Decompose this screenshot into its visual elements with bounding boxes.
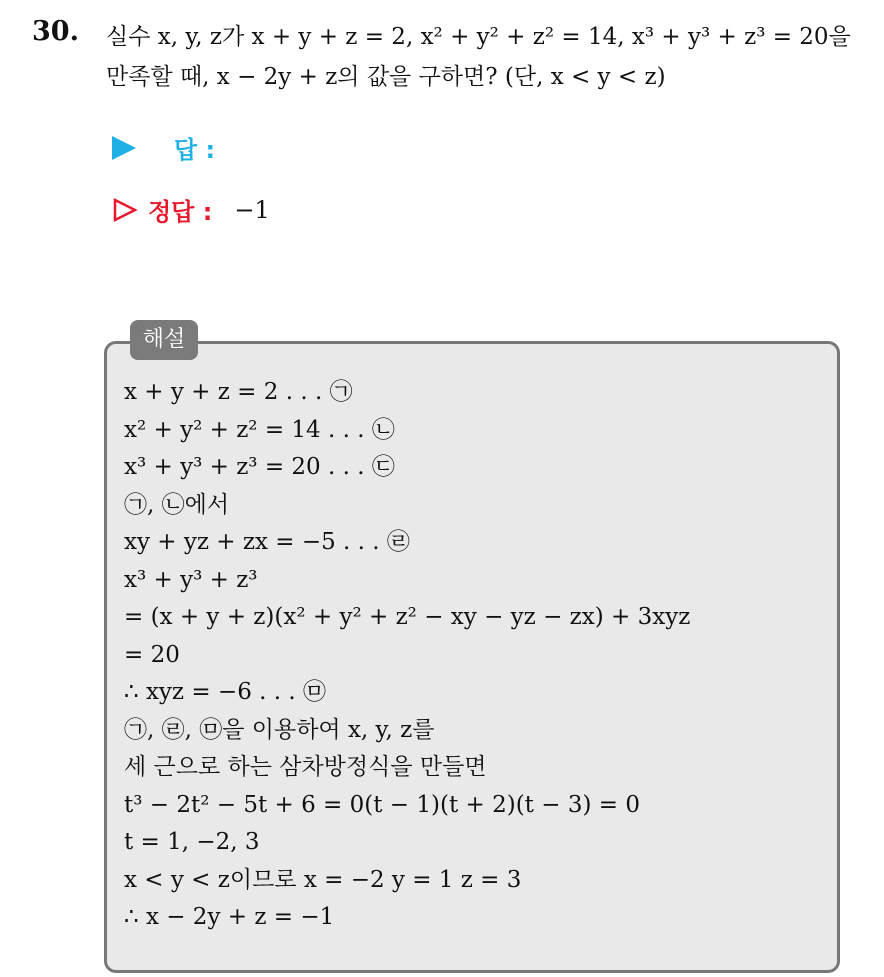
solution-line: t = 1, −2, 3 xyxy=(124,829,260,855)
solution-content xyxy=(124,374,690,937)
solution-line: t³ − 2t² − 5t + 6 = 0(t − 1)(t + 2)(t − 3) = 0 xyxy=(124,791,640,818)
solution-line: ㉠, ㉣, ㉤을 이용하여 x, y, z를 xyxy=(124,716,435,743)
answer-label: 답 : xyxy=(174,136,216,164)
question-text-line-2: 만족할 때, x − 2y + z의 값을 구하면? (단, x < y < z) xyxy=(106,64,666,90)
solution-line: = 20 xyxy=(124,641,180,668)
solution-line: x³ + y³ + z³ = 20 . . . ㉢ xyxy=(124,454,395,480)
solution-line: ∴ xyz = −6 . . . ㉤ xyxy=(124,679,327,705)
answer-row xyxy=(112,130,215,165)
play-triangle-icon xyxy=(112,136,136,160)
solution-line: x³ + y³ + z³ xyxy=(124,566,258,593)
solution-line: ∴ x − 2y + z = −1 xyxy=(124,904,335,930)
solution-line: x + y + z = 2 . . . ㉠ xyxy=(124,379,353,405)
solution-line: 세 근으로 하는 삼차방정식을 만들면 xyxy=(124,754,487,780)
correct-answer-value: −1 xyxy=(234,195,270,224)
outline-triangle-icon xyxy=(112,197,138,223)
solution-line: x² + y² + z² = 14 . . . ㉡ xyxy=(124,416,395,443)
question-number: 30. xyxy=(32,16,79,47)
solution-line: x < y < z이므로 x = −2 y = 1 z = 3 xyxy=(124,866,522,893)
solution-line: xy + yz + zx = −5 . . . ㉣ xyxy=(124,529,410,555)
solution-line: ㉠, ㉡에서 xyxy=(124,491,230,518)
correct-answer-label: 정답 : xyxy=(148,198,213,226)
solution-line: = (x + y + z)(x² + y² + z² − xy − yz − zx) + 3xyz xyxy=(124,604,691,630)
solution-tag: 해설 xyxy=(130,320,198,360)
question-text-line-1: 실수 x, y, z가 x + y + z = 2, x² + y² + z² = 14, x³ + y³ + z³ = 20을 xyxy=(106,24,851,50)
correct-answer-row xyxy=(112,192,270,227)
